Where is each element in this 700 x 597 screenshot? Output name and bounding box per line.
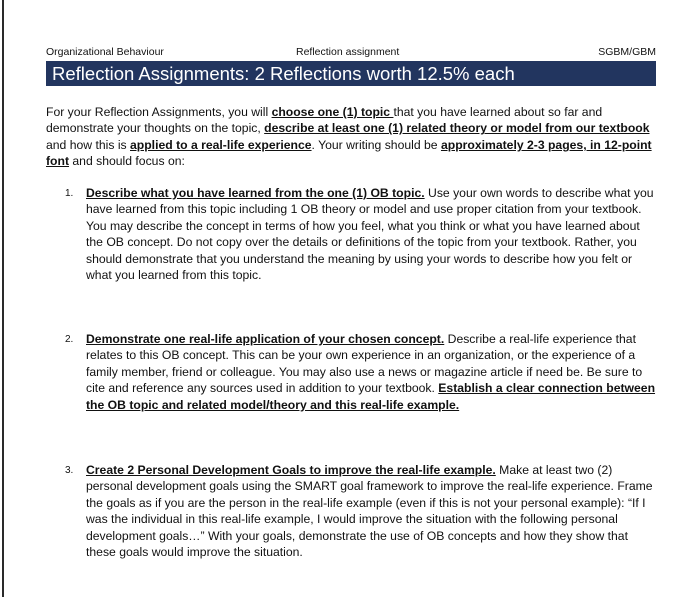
list-item-heading: Demonstrate one real-life application of your chosen concept. — [86, 332, 445, 346]
list-item-body: Describe a real-life experience that relates to this OB concept. This can be your own experience in an organization, or the experience of a family member, friend or colleague. You may also use a news or magazine article if need be. Be sure to cite and reference any sources used in addition to your textbook. — [86, 332, 643, 396]
list-item-demonstrate — [65, 331, 658, 413]
intro-emphasis-length: approximately 2-3 pages, in 12-point font — [46, 137, 652, 169]
list-item-describe — [65, 185, 658, 283]
list-number: 2. — [65, 334, 74, 345]
intro-text-4: . Your writing should be — [311, 137, 441, 152]
header-assignment: Reflection assignment — [296, 46, 400, 58]
intro-text-2: that you have learned about so far and demonstrate your thoughts on the topic, — [46, 105, 603, 136]
page-title: Reflection Assignments: 2 Reflections worth 12.5% each — [46, 61, 656, 86]
list-number: 1. — [65, 188, 74, 199]
header-program: SGBM/GBM — [598, 46, 656, 58]
page-edge-divider — [2, 0, 4, 597]
intro-emphasis-topic: choose one (1) topic — [271, 105, 394, 119]
intro-emphasis-application: applied to a real-life experience — [130, 137, 312, 152]
intro-text-5: and should focus on: — [69, 154, 185, 169]
list-item-body: Use your own words to describe what you have learned from this topic including 1 OB theory or model and use proper citation from your textbook. You may describe the concept in terms of how you feel, what you think or what you have learned about the OB concept. Do not copy over the details or definitions of the topic from your textbook. Rather, you should demonstrate that you understand the meaning by using your words to describe how you felt or what you learned from this topic. — [86, 186, 654, 283]
intro-text-1: For your Reflection Assignments, you will — [46, 105, 272, 119]
list-item-heading: Describe what you have learned from the one (1) OB topic. — [86, 186, 425, 200]
list-item-goals — [65, 462, 658, 560]
intro-paragraph — [46, 104, 658, 170]
list-item-body: Make at least two (2) personal development goals using the SMART goal framework to improve the real-life experience. Frame the goals as if you are the person in the real-life example (even if this is not your personal example): “If I was the individual in this real-life example, I would improve the situation with the following personal development goals…” With your goals, demonstrate the use of OB concepts and how they show that these goals would improve the situation. — [86, 463, 653, 560]
page-header — [46, 46, 656, 60]
list-item-heading: Create 2 Personal Development Goals to improve the real-life example. — [86, 463, 496, 477]
list-number: 3. — [65, 465, 74, 476]
header-course: Organizational Behaviour — [46, 46, 164, 58]
list-item-emphasis: Establish a clear connection between the OB topic and related model/theory and this real-life example. — [86, 381, 656, 412]
intro-emphasis-theory: describe at least one (1) related theory or model from our textbook — [264, 121, 650, 136]
intro-text-3: and how this is — [46, 137, 131, 152]
